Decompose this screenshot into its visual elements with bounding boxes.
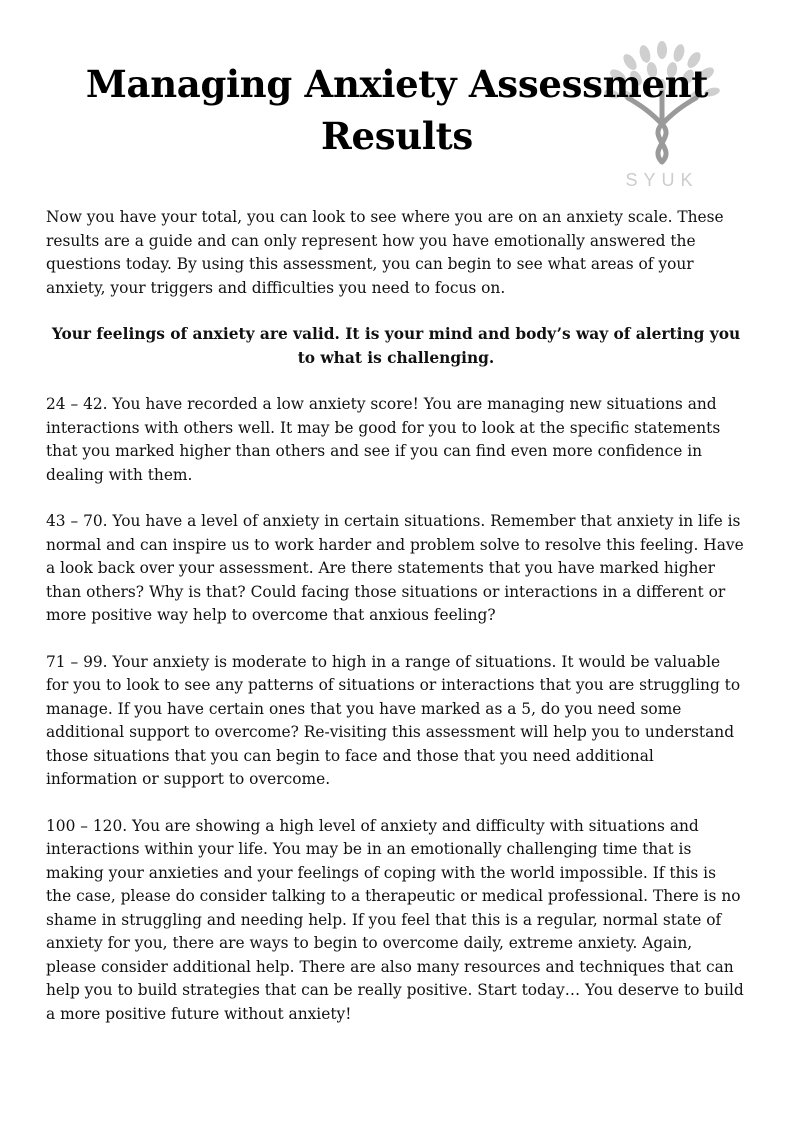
score-band-low: 24 – 42. You have recorded a low anxiety score! You are managing new situations and interactions with others well. It may be good for you to look at the specific statements that you marked higher than others and see if you can find even more confidence in dealing with them. xyxy=(46,395,721,484)
page-title xyxy=(40,58,754,162)
title-line-1: Managing Anxiety Assessment xyxy=(85,62,709,106)
title-line-2: Results xyxy=(321,114,473,158)
score-band-mild: 43 – 70. You have a level of anxiety in certain situations. Remember that anxiety in life is normal and can inspire us to work harder and problem solve to resolve this feeling. Have a look back over your assessment. Are there statements that you have marked higher than others? Why is that? Could facing those situations or interactions in a different or more positive way help to overcome that anxious feeling? xyxy=(46,512,744,624)
logo-text: SYUK xyxy=(625,170,699,190)
score-band-moderate: 71 – 99. Your anxiety is moderate to high in a range of situations. It would be valuable for you to look to see any patterns of situations or interactions that you are struggling to manage. If you have certain ones that you have marked as a 5, do you need some additional support to overcome? Re-visiting this assessment will help you to understand those situations that you can begin to face and those that you need additional information or support to overcome. xyxy=(46,652,741,788)
score-band-high: 100 – 120. You are showing a high level of anxiety and difficulty with situations and interactions within your life. You may be in an emotionally challenging time that is making your anxieties and your feelings of coping with the world impossible. If this is the case, please do consider talking to a therapeutic or medical professional. There is no shame in struggling and needing help. If you feel that this is a regular, normal state of anxiety for you, there are ways to begin to overcome daily, extreme anxiety. Again, please consider additional help. There are also many resources and techniques that can help you to build strategies that can be really positive. Start today… You deserve to build a more positive future without anxiety! xyxy=(46,816,744,1023)
emphasis-statement: Your feelings of anxiety are valid. It is your mind and body’s way of alerting you to what is challenging. xyxy=(51,325,741,367)
intro-paragraph: Now you have your total, you can look to see where you are on an anxiety scale. These results are a guide and can only represent how you have emotionally answered the questions today. By using this assessment, you can begin to see what areas of your anxiety, your triggers and difficulties you need to focus on. xyxy=(46,208,724,297)
results-body xyxy=(46,206,746,1049)
